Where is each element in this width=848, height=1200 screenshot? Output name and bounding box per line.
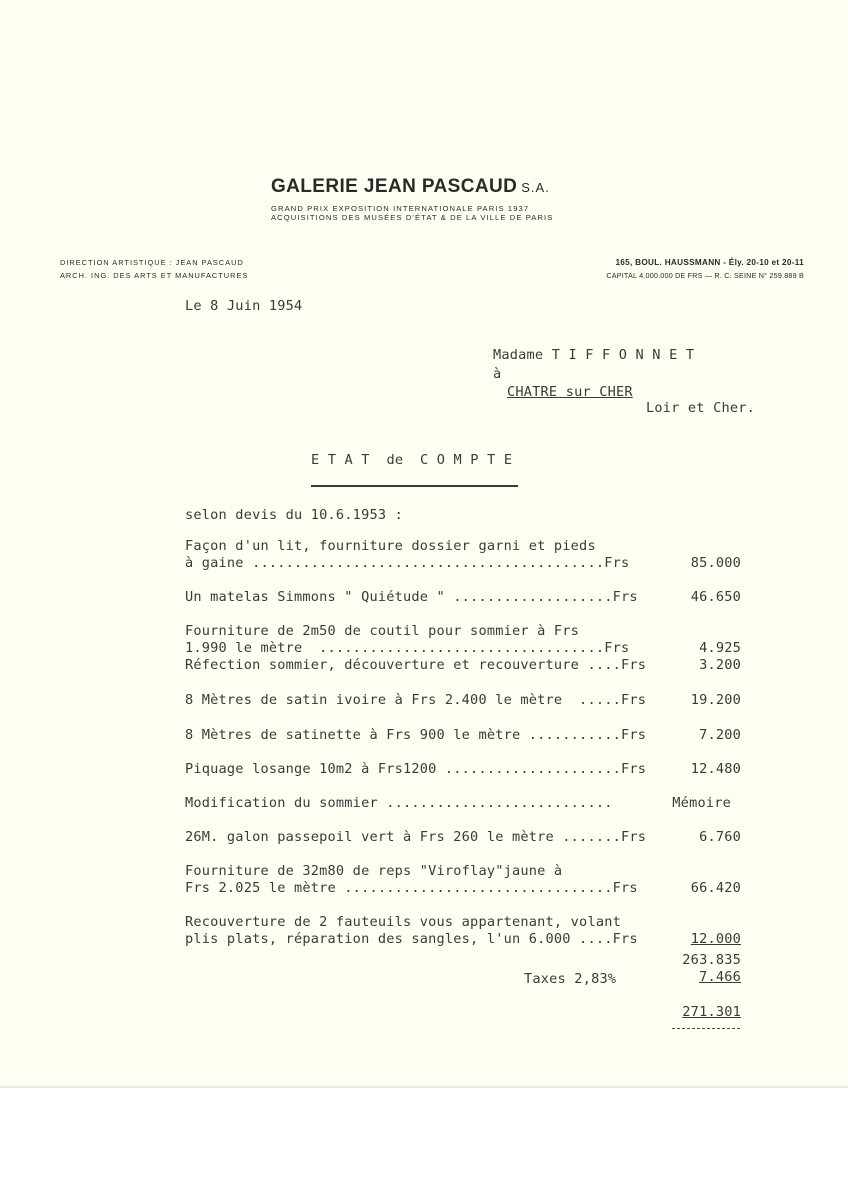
item-1-line-1: Façon d'un lit, fourniture dossier garni et pieds [185,538,596,554]
recipient-a: à [493,366,502,382]
title-underline [311,485,518,487]
item-6-amount: 7.200 [699,727,741,743]
item-8-amount: Mémoire [672,795,731,811]
total-amount: 271.301 [682,1004,741,1020]
recipient-name: Madame T I F F O N N E T [493,347,695,363]
letterhead-line-1: GRAND PRIX EXPOSITION INTERNATIONALE PARIS 1937 [271,204,530,213]
recipient-region: Loir et Cher. [646,400,755,416]
company-name: GALERIE JEAN PASCAUD S.A. [271,176,550,197]
letter-date: Le 8 Juin 1954 [185,298,303,314]
item-3-amount: 4.925 [699,640,741,656]
letterhead-arch: ARCH. ING. DES ARTS ET MANUFACTURES [60,271,249,280]
item-1-amount: 85.000 [690,555,741,571]
item-2-amount: 46.650 [690,589,741,605]
letterhead-direction: DIRECTION ARTISTIQUE : JEAN PASCAUD [60,258,244,267]
letterhead-line-2: ACQUISITIONS DES MUSÉES D'ÉTAT & DE LA VILLE DE PARIS [271,213,554,222]
letterhead-capital: CAPITAL 4.000.000 DE FRS — R. C. SEINE N° 259.889 B [606,271,804,280]
item-9-line-1: 26M. galon passepoil vert à Frs 260 le mètre .......Frs [185,829,647,845]
total-double-underline [672,1028,740,1029]
item-4-amount: 3.200 [699,657,741,673]
item-7-line-1: Piquage losange 10m2 à Frs1200 .....................Frs [185,761,647,777]
item-11-amount: 12.000 [690,931,741,947]
item-10-amount: 66.420 [690,880,741,896]
paper-edge [0,1086,848,1088]
company-suffix: S.A. [521,180,550,195]
tax-amount: 7.466 [699,969,741,985]
item-6-line-1: 8 Mètres de satinette à Frs 900 le mètre ...........Frs [185,727,647,743]
letterhead-address: 165, BOUL. HAUSSMANN - Ély. 20-10 et 20-11 [615,258,804,267]
item-1-line-2: à gaine ..........................................Frs [185,555,630,571]
item-5-amount: 19.200 [690,692,741,708]
recipient-city: CHATRE sur CHER [507,384,633,400]
item-11-line-2: plis plats, réparation des sangles, l'un 6.000 ....Frs [185,931,638,947]
item-2-line-1: Un matelas Simmons " Quiétude " ...................Frs [185,589,638,605]
item-7-amount: 12.480 [690,761,741,777]
item-4-line-1: Réfection sommier, découverture et recouverture ....Frs [185,657,647,673]
item-5-line-1: 8 Mètres de satin ivoire à Frs 2.400 le mètre .....Frs [185,692,647,708]
item-8-line-1: Modification du sommier ........................... [185,795,613,811]
item-11-line-1: Recouverture de 2 fauteuils vous appartenant, volant [185,914,621,930]
intro-line: selon devis du 10.6.1953 : [185,507,403,523]
item-3-line-2: 1.990 le mètre ..................................Frs [185,640,630,656]
item-3-line-1: Fourniture de 2m50 de coutil pour sommier à Frs [185,623,580,639]
item-10-line-1: Fourniture de 32m80 de reps "Viroflay"jaune à [185,863,563,879]
subtotal-amount: 263.835 [682,952,741,968]
tax-label: Taxes 2,83% [524,971,617,987]
document-title: E T A T de C O M P T E [311,452,513,468]
item-10-line-2: Frs 2.025 le mètre ................................Frs [185,880,638,896]
item-9-amount: 6.760 [699,829,741,845]
